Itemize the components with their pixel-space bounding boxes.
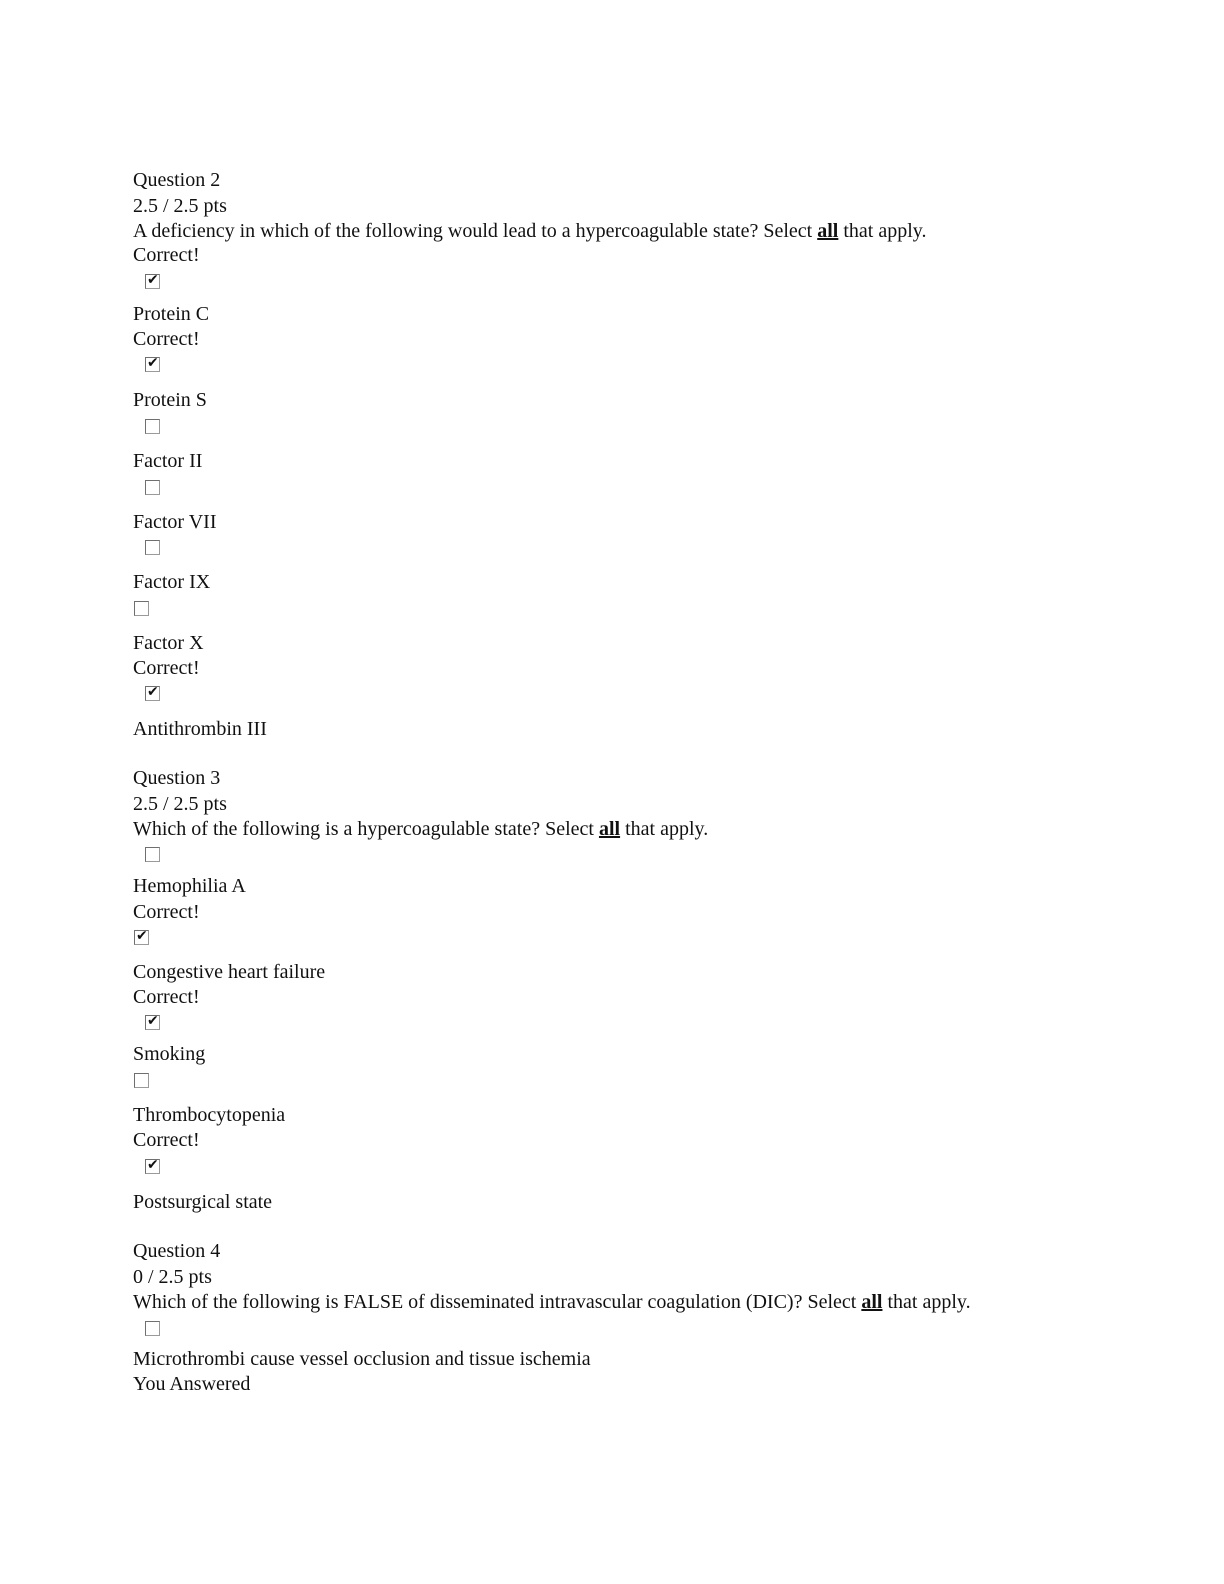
- question-prompt: Which of the following is a hypercoagulable state? Select all that apply.: [133, 818, 709, 840]
- option-label: Smoking: [133, 1043, 206, 1065]
- answer-checkbox[interactable]: [145, 1159, 160, 1174]
- correct-flag: Correct!: [133, 657, 200, 679]
- check-icon: ✔: [147, 684, 159, 700]
- answer-checkbox[interactable]: [145, 419, 160, 434]
- correct-flag: Correct!: [133, 986, 200, 1008]
- option-label: Microthrombi cause vessel occlusion and tissue ischemia: [133, 1348, 591, 1370]
- question-prompt: Which of the following is FALSE of disseminated intravascular coagulation (DIC)? Select all that apply.: [133, 1291, 971, 1313]
- answer-checkbox[interactable]: [145, 847, 160, 862]
- option-label: Factor IX: [133, 571, 211, 593]
- option-label: Postsurgical state: [133, 1191, 273, 1213]
- check-icon: ✔: [147, 1013, 159, 1029]
- question-score: 2.5 / 2.5 pts: [133, 195, 227, 217]
- answer-checkbox[interactable]: [145, 274, 160, 289]
- check-icon: ✔: [147, 355, 159, 371]
- question-title: Question 3: [133, 767, 221, 789]
- answer-checkbox[interactable]: [145, 1321, 160, 1336]
- option-label: Thrombocytopenia: [133, 1104, 286, 1126]
- you-answered-flag: You Answered: [133, 1373, 251, 1395]
- correct-flag: Correct!: [133, 244, 200, 266]
- option-label: Factor X: [133, 632, 204, 654]
- question-score: 0 / 2.5 pts: [133, 1266, 212, 1288]
- answer-checkbox[interactable]: [134, 930, 149, 945]
- correct-flag: Correct!: [133, 901, 200, 923]
- option-label: Hemophilia A: [133, 875, 246, 897]
- check-icon: ✔: [147, 1157, 159, 1173]
- option-label: Antithrombin III: [133, 718, 267, 740]
- question-title: Question 4: [133, 1240, 221, 1262]
- option-label: Factor II: [133, 450, 203, 472]
- correct-flag: Correct!: [133, 328, 200, 350]
- option-label: Protein S: [133, 389, 207, 411]
- answer-checkbox[interactable]: [145, 686, 160, 701]
- answer-checkbox[interactable]: [145, 357, 160, 372]
- option-label: Factor VII: [133, 511, 217, 533]
- question-score: 2.5 / 2.5 pts: [133, 793, 227, 815]
- answer-checkbox[interactable]: [145, 540, 160, 555]
- option-label: Congestive heart failure: [133, 961, 326, 983]
- answer-checkbox[interactable]: [145, 480, 160, 495]
- answer-checkbox[interactable]: [145, 1015, 160, 1030]
- check-icon: ✔: [136, 928, 148, 944]
- answer-checkbox[interactable]: [134, 1073, 149, 1088]
- question-title: Question 2: [133, 169, 221, 191]
- correct-flag: Correct!: [133, 1129, 200, 1151]
- question-prompt: A deficiency in which of the following would lead to a hypercoagulable state? Select all that apply.: [133, 220, 927, 242]
- check-icon: ✔: [147, 272, 159, 288]
- answer-checkbox[interactable]: [134, 601, 149, 616]
- option-label: Protein C: [133, 303, 210, 325]
